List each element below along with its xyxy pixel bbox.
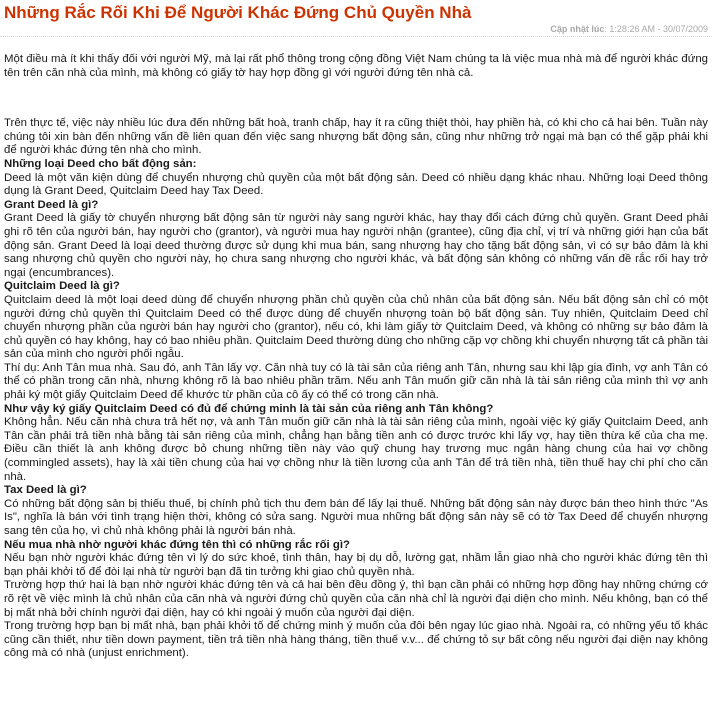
updated-value: 1:28:26 AM - 30/07/2009 xyxy=(609,24,708,34)
body-paragraph: Grant Deed là giấy tờ chuyển nhượng bất động sản từ người này sang người khác, hay thay đổi cách đứng chủ quyền. Grant Deed phải ghi rõ tên của người bán, hay người cho (grantor), và người mua hay người nhận (grantee), cũng địa chỉ, vị trí và những giới hạn của bất động sản. Grant Deed là loại deed thường được sử dụng khi mua bán, sang nhượng hay cho tặng bất động sản, vì có sự bảo đảm là khi sang nhượng chủ quyền cho người này, họ chưa sang nhượng cho người khác, và bất động sản không có những vấn đề rắc rối hay trở ngại (encumbrances). xyxy=(4,212,708,279)
section-heading: Như vậy ký giấy Quitclaim Deed có đủ để chứng minh là tài sản của riêng anh Tân không? xyxy=(4,402,494,415)
section-heading: Những loại Deed cho bất động sản: xyxy=(4,157,197,170)
body-paragraph: Không hẳn. Nếu căn nhà chưa trả hết nợ, và anh Tân muốn giữ căn nhà là tài sản riêng của mình, ngoài việc ký giấy Quitclaim Deed, anh Tân cần phải trả tiền nhà bằng tài sản riêng của mình, chẳng hạn bằng tiền anh có được trước khi lấy vợ, hay tiền thừa kế của cha mẹ. Điều cần thiết là anh không được bỏ chung những tiền này vào quỹ chung hay trương mục ngân hàng chung của hai vợ chồng (commingled assets), hay là xài tiền chung của hai vợ chồng như là tiền lương của anh Tân để trả tiền nhà, tiền thuế hay chi phí cho căn nhà. xyxy=(4,416,708,483)
body-paragraph: Nếu bạn nhờ người khác đứng tên vì lý do sức khoẻ, tình thân, hay bị dụ dỗ, lường gạt, nhầm lẫn giao nhà cho người khác đứng tên thì bạn phải khởi tố để đòi lại nhà từ người bạn đã tin tưởng khi giao chủ quyền nhà. xyxy=(4,552,708,578)
section-heading: Nếu mua nhà nhờ người khác đứng tên thì có những rắc rối gì? xyxy=(4,538,350,551)
body-paragraph: Trên thực tế, việc này nhiều lúc đưa đến những bất hoà, tranh chấp, hay ít ra cũng thiệt thòi, hay phiền hà, có khi cho cả hai bên. Tuần này chúng tôi xin bàn đến những vấn đề liên quan đến việc sang nhượng bất động sản, cũng như những trở ngại mà bạn có thể gặp phải khi để người khác đứng tên nhà cho mình. xyxy=(4,117,708,157)
body-paragraph: Thí dụ: Anh Tân mua nhà. Sau đó, anh Tân lấy vợ. Căn nhà tuy có là tài sản của riêng anh Tân, nhưng sau khi lập gia đình, vợ anh Tân có thể có phần trong căn nhà, nhưng không rõ là bao nhiêu phần trăm. Nếu anh Tân muốn giữ căn nhà là tài sản riêng của mình thì vợ anh phải ký một giấy Quitclaim Deed để khước từ phần của cô ấy có thể có trong căn nhà. xyxy=(4,361,708,402)
section-heading: Quitclaim Deed là gì? xyxy=(4,280,120,293)
updated-label: Cập nhật lúc xyxy=(550,24,605,34)
body-paragraph: Trường hợp thứ hai là bạn nhờ người khác đứng tên và cả hai bên đều đồng ý, thì bạn cần phải có những hợp đồng hay những chứng cớ rõ rệt về việc mình là chủ nhân của căn nhà và người đứng chủ quyền của căn nhà chỉ là người đại diện cho mình. Nếu không, bạn có thể bị mất nhà bởi chính người đại diện, hay có khi ngoài ý muốn của người đại diện. xyxy=(4,579,708,619)
article-body xyxy=(4,53,708,661)
section-heading: Tax Deed là gì? xyxy=(4,484,87,497)
title-divider xyxy=(0,36,712,37)
section-heading: Grant Deed là gì? xyxy=(4,198,99,211)
body-paragraph: Quitclaim deed là một loại deed dùng để chuyển nhượng phần chủ quyền của chủ nhân của bất động sản. Nếu bất động sản chỉ có một người đứng chủ quyền thì Quitclaim Deed có thể được dùng để chuyển nhượng toàn bộ bất động sản. Tuy nhiên, Quitclaim Deed chỉ chuyển nhượng phần của người bán hay người cho (grantor), nếu có, khi làm giấy tờ Quitclaim Deed, và không có những sự bảo đảm là chủ quyền có hay không, hay có bao nhiêu phần. Quitclaim Deed thường dùng cho những cặp vợ chồng khi chuyển nhượng tất cả phần tài sản của mình cho người phối ngẫu. xyxy=(4,293,708,361)
article-title: Những Rắc Rối Khi Để Người Khác Đứng Chủ Quyền Nhà xyxy=(4,3,472,22)
body-paragraph: Deed là một văn kiện dùng để chuyển nhượng chủ quyền của một bất động sản. Deed có nhiều dạng khác nhau. Những loại Deed thông dụng là Grant Deed, Quitclaim Deed hay Tax Deed. xyxy=(4,171,708,198)
update-timestamp: Cập nhật lúc: 1:28:26 AM - 30/07/2009 xyxy=(550,24,708,34)
intro-paragraph: Một điều mà ít khi thấy đối với người Mỹ, mà lại rất phổ thông trong cộng đồng Việt Nam chúng ta là việc mua nhà mà để người khác đứng tên trên căn nhà của mình, mà không có giấy tờ hay hợp đồng gì với người đứng tên nhà cả. xyxy=(4,53,708,79)
body-paragraph: Có những bất động sản bị thiếu thuế, bị chính phủ tịch thu đem bán để lấy lại thuế. Những bất động sản này được bán theo hình thức "As Is", nghĩa là bán với tình trạng hiện thời, không có sửa sang. Người mua những bất động sản này sẽ có tờ Tax Deed để chuyển nhượng sang tên của họ, vì chủ nhà không phải là người bán nhà. xyxy=(4,497,708,537)
body-paragraph: Trong trường hợp bạn bị mất nhà, bạn phải khởi tố để chứng minh ý muốn của đôi bên ngay lúc giao nhà. Ngoài ra, có những yếu tố khác cũng cần thiết, như tiền down payment, tiền trả tiền nhà hàng tháng, tiền thuế v.v... để chứng tỏ sự bất công nếu người đại diện nay không công mà có nhà (unjust enrichment). xyxy=(4,620,708,660)
